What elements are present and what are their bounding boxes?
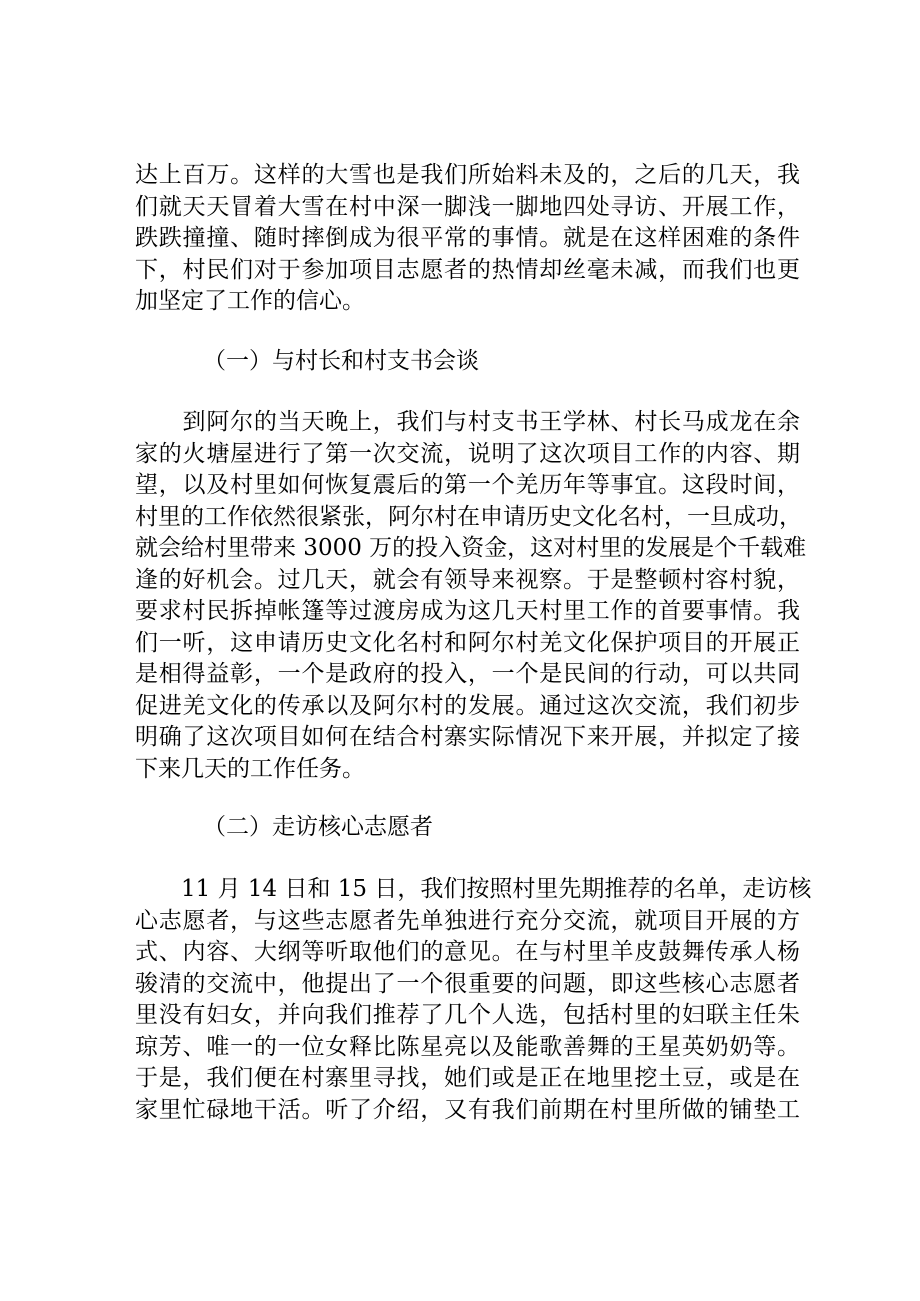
paragraph-line: 下，村民们对于参加项目志愿者的热情却丝毫未减，而我们也更: [135, 256, 800, 283]
paragraph-line: 村里的工作依然很紧张，阿尔村在申请历史文化名村，一旦成功，: [135, 503, 802, 530]
section-heading-2: （二）走访核心志愿者: [203, 814, 433, 840]
paragraph-line: 就会给村里带来 3000 万的投入资金，这对村里的发展是个千载难: [135, 535, 807, 561]
paragraph-line: 逢的好机会。过几天，就会有领导来视察。于是整顿村容村貌，: [135, 566, 800, 593]
paragraph-line: 骏清的交流中，他提出了一个很重要的问题，即这些核心志愿者: [135, 970, 800, 997]
paragraph-line: 望，以及村里如何恢复震后的第一个羌历年等事宜。这段时间，: [135, 472, 800, 498]
paragraph-line: 加坚定了工作的信心。: [135, 288, 365, 314]
paragraph-line: 明确了这次项目如何在结合村寨实际情况下来开展，并拟定了接: [135, 724, 800, 750]
paragraph-line: 里没有妇女，并向我们推荐了几个人选，包括村里的妇联主任朱: [135, 1002, 800, 1028]
paragraph-line: 琼芳、唯一的一位女释比陈星亮以及能歌善舞的王星英奶奶等。: [135, 1033, 800, 1060]
paragraph-2: [135, 407, 807, 785]
section-heading-1: （一）与村长和村支书会谈: [203, 348, 479, 374]
paragraph-line: 促进羌文化的传承以及阿尔村的发展。通过这次交流，我们初步: [135, 692, 800, 719]
paragraph-line: 跌跌撞撞、随时摔倒成为很平常的事情。就是在这样困难的条件: [135, 225, 800, 251]
paragraph-line: 要求村民拆掉帐篷等过渡房成为这几天村里工作的首要事情。我: [135, 598, 800, 624]
paragraph-line: 们就天天冒着大雪在村中深一脚浅一脚地四处寻访、开展工作，: [135, 193, 800, 220]
paragraph-line: 心志愿者，与这些志愿者先单独进行充分交流，就项目开展的方: [135, 907, 800, 934]
paragraph-line: 们一听，这申请历史文化名村和阿尔村羌文化保护项目的开展正: [135, 629, 800, 656]
paragraph-line: 家的火塘屋进行了第一次交流，说明了这次项目工作的内容、期: [135, 440, 800, 467]
paragraph-line: 于是，我们便在村寨里寻找，她们或是正在地里挖土豆，或是在: [135, 1065, 800, 1091]
paragraph-line: 式、内容、大纲等听取他们的意见。在与村里羊皮鼓舞传承人杨: [135, 939, 800, 965]
paragraph-line: 下来几天的工作任务。: [135, 755, 365, 782]
paragraph-3: [135, 874, 812, 1126]
paragraph-line: 到阿尔的当天晚上，我们与村支书王学林、村长马成龙在余: [135, 409, 800, 435]
paragraph-line: 达上百万。这样的大雪也是我们所始料未及的，之后的几天，我: [135, 162, 800, 188]
paragraph-line: 家里忙碌地干活。听了介绍，又有我们前期在村里所做的铺垫工: [135, 1096, 800, 1123]
paragraph-1: [135, 160, 800, 318]
paragraph-line: 是相得益彰，一个是政府的投入，一个是民间的行动，可以共同: [135, 661, 800, 687]
paragraph-line: 11 月 14 日和 15 日，我们按照村里先期推荐的名单，走访核: [135, 876, 812, 902]
